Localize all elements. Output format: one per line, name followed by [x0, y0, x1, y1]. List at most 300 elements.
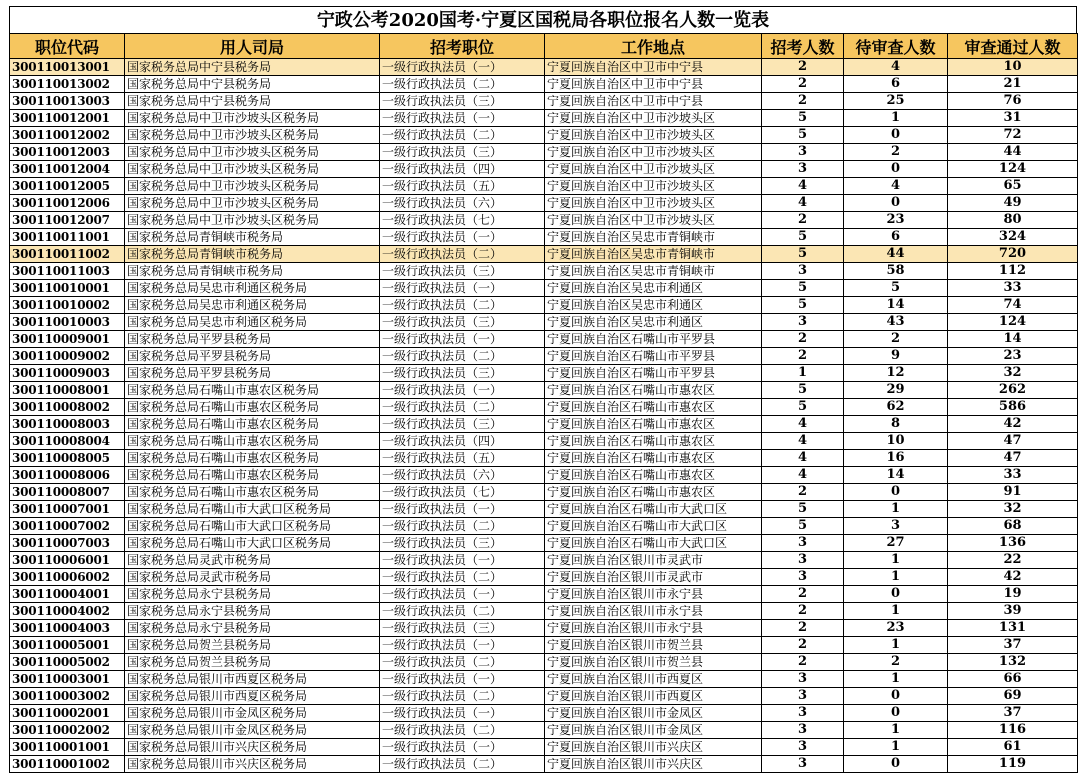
- cell-position[interactable]: 一级行政执法员（三）: [380, 93, 545, 110]
- cell-recruit[interactable]: 3: [762, 705, 844, 722]
- cell-code[interactable]: 300110010001: [10, 280, 125, 297]
- cell-code[interactable]: 300110008001: [10, 382, 125, 399]
- cell-code[interactable]: 300110013002: [10, 76, 125, 93]
- cell-location[interactable]: 宁夏回族自治区石嘴山市惠农区: [545, 382, 762, 399]
- cell-position[interactable]: 一级行政执法员（一）: [380, 705, 545, 722]
- cell-passed[interactable]: 72: [948, 127, 1078, 144]
- cell-passed[interactable]: 49: [948, 195, 1078, 212]
- cell-location[interactable]: 宁夏回族自治区银川市永宁县: [545, 603, 762, 620]
- cell-pending[interactable]: 9: [844, 348, 948, 365]
- cell-bureau[interactable]: 国家税务总局中卫市沙坡头区税务局: [125, 161, 380, 178]
- cell-code[interactable]: 300110001001: [10, 739, 125, 756]
- cell-recruit[interactable]: 2: [762, 93, 844, 110]
- cell-bureau[interactable]: 国家税务总局平罗县税务局: [125, 348, 380, 365]
- cell-recruit[interactable]: 4: [762, 195, 844, 212]
- cell-code[interactable]: 300110011002: [10, 246, 125, 263]
- cell-code[interactable]: 300110006001: [10, 552, 125, 569]
- cell-bureau[interactable]: 国家税务总局青铜峡市税务局: [125, 229, 380, 246]
- cell-bureau[interactable]: 国家税务总局青铜峡市税务局: [125, 263, 380, 280]
- cell-bureau[interactable]: 国家税务总局吴忠市利通区税务局: [125, 314, 380, 331]
- cell-code[interactable]: 300110004001: [10, 586, 125, 603]
- cell-passed[interactable]: 19: [948, 586, 1078, 603]
- cell-pending[interactable]: 6: [844, 76, 948, 93]
- cell-location[interactable]: 宁夏回族自治区中卫市沙坡头区: [545, 195, 762, 212]
- cell-bureau[interactable]: 国家税务总局贺兰县税务局: [125, 637, 380, 654]
- cell-position[interactable]: 一级行政执法员（六）: [380, 195, 545, 212]
- cell-location[interactable]: 宁夏回族自治区石嘴山市惠农区: [545, 450, 762, 467]
- cell-code[interactable]: 300110007002: [10, 518, 125, 535]
- cell-bureau[interactable]: 国家税务总局吴忠市利通区税务局: [125, 280, 380, 297]
- cell-recruit[interactable]: 3: [762, 552, 844, 569]
- cell-pending[interactable]: 1: [844, 603, 948, 620]
- cell-location[interactable]: 宁夏回族自治区石嘴山市平罗县: [545, 331, 762, 348]
- cell-pending[interactable]: 62: [844, 399, 948, 416]
- cell-recruit[interactable]: 2: [762, 331, 844, 348]
- cell-recruit[interactable]: 5: [762, 127, 844, 144]
- cell-bureau[interactable]: 国家税务总局石嘴山市惠农区税务局: [125, 416, 380, 433]
- cell-passed[interactable]: 80: [948, 212, 1078, 229]
- cell-position[interactable]: 一级行政执法员（一）: [380, 110, 545, 127]
- cell-passed[interactable]: 112: [948, 263, 1078, 280]
- cell-recruit[interactable]: 2: [762, 654, 844, 671]
- cell-bureau[interactable]: 国家税务总局银川市西夏区税务局: [125, 671, 380, 688]
- cell-bureau[interactable]: 国家税务总局中卫市沙坡头区税务局: [125, 212, 380, 229]
- cell-recruit[interactable]: 2: [762, 586, 844, 603]
- cell-code[interactable]: 300110012005: [10, 178, 125, 195]
- cell-bureau[interactable]: 国家税务总局贺兰县税务局: [125, 654, 380, 671]
- cell-bureau[interactable]: 国家税务总局银川市兴庆区税务局: [125, 756, 380, 773]
- cell-code[interactable]: 300110006002: [10, 569, 125, 586]
- cell-code[interactable]: 300110005002: [10, 654, 125, 671]
- cell-passed[interactable]: 136: [948, 535, 1078, 552]
- cell-passed[interactable]: 47: [948, 433, 1078, 450]
- cell-location[interactable]: 宁夏回族自治区吴忠市青铜峡市: [545, 263, 762, 280]
- cell-passed[interactable]: 124: [948, 161, 1078, 178]
- cell-bureau[interactable]: 国家税务总局石嘴山市惠农区税务局: [125, 399, 380, 416]
- cell-pending[interactable]: 0: [844, 756, 948, 773]
- cell-passed[interactable]: 74: [948, 297, 1078, 314]
- cell-location[interactable]: 宁夏回族自治区银川市贺兰县: [545, 637, 762, 654]
- cell-position[interactable]: 一级行政执法员（三）: [380, 620, 545, 637]
- cell-bureau[interactable]: 国家税务总局银川市金凤区税务局: [125, 722, 380, 739]
- cell-recruit[interactable]: 3: [762, 688, 844, 705]
- cell-passed[interactable]: 10: [948, 59, 1078, 76]
- cell-position[interactable]: 一级行政执法员（三）: [380, 535, 545, 552]
- cell-bureau[interactable]: 国家税务总局中卫市沙坡头区税务局: [125, 178, 380, 195]
- header-position[interactable]: 招考职位: [380, 34, 545, 59]
- cell-recruit[interactable]: 4: [762, 416, 844, 433]
- cell-bureau[interactable]: 国家税务总局灵武市税务局: [125, 569, 380, 586]
- cell-code[interactable]: 300110013001: [10, 59, 125, 76]
- cell-code[interactable]: 300110008004: [10, 433, 125, 450]
- cell-position[interactable]: 一级行政执法员（一）: [380, 586, 545, 603]
- cell-position[interactable]: 一级行政执法员（六）: [380, 467, 545, 484]
- cell-passed[interactable]: 586: [948, 399, 1078, 416]
- cell-location[interactable]: 宁夏回族自治区吴忠市青铜峡市: [545, 246, 762, 263]
- cell-bureau[interactable]: 国家税务总局石嘴山市惠农区税务局: [125, 382, 380, 399]
- cell-code[interactable]: 300110003001: [10, 671, 125, 688]
- cell-location[interactable]: 宁夏回族自治区吴忠市利通区: [545, 314, 762, 331]
- cell-code[interactable]: 300110012003: [10, 144, 125, 161]
- cell-code[interactable]: 300110010002: [10, 297, 125, 314]
- cell-recruit[interactable]: 2: [762, 59, 844, 76]
- cell-passed[interactable]: 116: [948, 722, 1078, 739]
- cell-position[interactable]: 一级行政执法员（一）: [380, 59, 545, 76]
- cell-code[interactable]: 300110009003: [10, 365, 125, 382]
- cell-location[interactable]: 宁夏回族自治区石嘴山市惠农区: [545, 399, 762, 416]
- cell-recruit[interactable]: 4: [762, 450, 844, 467]
- cell-code[interactable]: 300110012007: [10, 212, 125, 229]
- cell-location[interactable]: 宁夏回族自治区中卫市沙坡头区: [545, 144, 762, 161]
- cell-location[interactable]: 宁夏回族自治区石嘴山市大武口区: [545, 535, 762, 552]
- cell-recruit[interactable]: 3: [762, 535, 844, 552]
- cell-code[interactable]: 300110004002: [10, 603, 125, 620]
- cell-recruit[interactable]: 3: [762, 161, 844, 178]
- cell-recruit[interactable]: 5: [762, 229, 844, 246]
- cell-location[interactable]: 宁夏回族自治区吴忠市利通区: [545, 297, 762, 314]
- cell-code[interactable]: 300110008005: [10, 450, 125, 467]
- cell-location[interactable]: 宁夏回族自治区石嘴山市惠农区: [545, 433, 762, 450]
- cell-code[interactable]: 300110002002: [10, 722, 125, 739]
- cell-position[interactable]: 一级行政执法员（三）: [380, 314, 545, 331]
- cell-position[interactable]: 一级行政执法员（三）: [380, 144, 545, 161]
- cell-code[interactable]: 300110007003: [10, 535, 125, 552]
- cell-code[interactable]: 300110012001: [10, 110, 125, 127]
- cell-pending[interactable]: 25: [844, 93, 948, 110]
- cell-passed[interactable]: 132: [948, 654, 1078, 671]
- cell-pending[interactable]: 0: [844, 586, 948, 603]
- cell-passed[interactable]: 47: [948, 450, 1078, 467]
- cell-pending[interactable]: 2: [844, 331, 948, 348]
- cell-pending[interactable]: 44: [844, 246, 948, 263]
- cell-passed[interactable]: 42: [948, 569, 1078, 586]
- cell-pending[interactable]: 0: [844, 161, 948, 178]
- cell-location[interactable]: 宁夏回族自治区石嘴山市惠农区: [545, 416, 762, 433]
- cell-pending[interactable]: 27: [844, 535, 948, 552]
- cell-recruit[interactable]: 5: [762, 501, 844, 518]
- cell-location[interactable]: 宁夏回族自治区银川市兴庆区: [545, 739, 762, 756]
- cell-recruit[interactable]: 5: [762, 110, 844, 127]
- header-location[interactable]: 工作地点: [545, 34, 762, 59]
- cell-position[interactable]: 一级行政执法员（二）: [380, 76, 545, 93]
- cell-passed[interactable]: 31: [948, 110, 1078, 127]
- cell-pending[interactable]: 14: [844, 467, 948, 484]
- cell-pending[interactable]: 1: [844, 110, 948, 127]
- cell-passed[interactable]: 720: [948, 246, 1078, 263]
- cell-passed[interactable]: 262: [948, 382, 1078, 399]
- cell-location[interactable]: 宁夏回族自治区中卫市沙坡头区: [545, 127, 762, 144]
- cell-bureau[interactable]: 国家税务总局灵武市税务局: [125, 552, 380, 569]
- cell-code[interactable]: 300110004003: [10, 620, 125, 637]
- cell-location[interactable]: 宁夏回族自治区银川市西夏区: [545, 671, 762, 688]
- cell-recruit[interactable]: 2: [762, 348, 844, 365]
- cell-position[interactable]: 一级行政执法员（一）: [380, 229, 545, 246]
- cell-pending[interactable]: 29: [844, 382, 948, 399]
- cell-position[interactable]: 一级行政执法员（二）: [380, 518, 545, 535]
- cell-position[interactable]: 一级行政执法员（一）: [380, 501, 545, 518]
- cell-pending[interactable]: 1: [844, 671, 948, 688]
- cell-code[interactable]: 300110007001: [10, 501, 125, 518]
- cell-recruit[interactable]: 5: [762, 280, 844, 297]
- cell-code[interactable]: 300110012002: [10, 127, 125, 144]
- cell-passed[interactable]: 124: [948, 314, 1078, 331]
- cell-recruit[interactable]: 5: [762, 399, 844, 416]
- cell-bureau[interactable]: 国家税务总局永宁县税务局: [125, 603, 380, 620]
- cell-position[interactable]: 一级行政执法员（一）: [380, 280, 545, 297]
- cell-bureau[interactable]: 国家税务总局中宁县税务局: [125, 76, 380, 93]
- cell-position[interactable]: 一级行政执法员（二）: [380, 756, 545, 773]
- header-code[interactable]: 职位代码: [10, 34, 125, 59]
- cell-code[interactable]: 300110005001: [10, 637, 125, 654]
- cell-passed[interactable]: 37: [948, 705, 1078, 722]
- cell-bureau[interactable]: 国家税务总局银川市西夏区税务局: [125, 688, 380, 705]
- cell-recruit[interactable]: 2: [762, 637, 844, 654]
- cell-location[interactable]: 宁夏回族自治区银川市兴庆区: [545, 756, 762, 773]
- cell-recruit[interactable]: 5: [762, 382, 844, 399]
- cell-recruit[interactable]: 2: [762, 76, 844, 93]
- cell-pending[interactable]: 6: [844, 229, 948, 246]
- cell-recruit[interactable]: 5: [762, 297, 844, 314]
- cell-position[interactable]: 一级行政执法员（二）: [380, 399, 545, 416]
- cell-passed[interactable]: 44: [948, 144, 1078, 161]
- cell-position[interactable]: 一级行政执法员（二）: [380, 654, 545, 671]
- cell-code[interactable]: 300110009002: [10, 348, 125, 365]
- cell-location[interactable]: 宁夏回族自治区银川市金凤区: [545, 722, 762, 739]
- cell-passed[interactable]: 39: [948, 603, 1078, 620]
- cell-pending[interactable]: 23: [844, 212, 948, 229]
- cell-location[interactable]: 宁夏回族自治区中卫市中宁县: [545, 93, 762, 110]
- cell-position[interactable]: 一级行政执法员（二）: [380, 246, 545, 263]
- cell-position[interactable]: 一级行政执法员（四）: [380, 433, 545, 450]
- cell-passed[interactable]: 22: [948, 552, 1078, 569]
- cell-location[interactable]: 宁夏回族自治区银川市西夏区: [545, 688, 762, 705]
- cell-pending[interactable]: 4: [844, 59, 948, 76]
- cell-location[interactable]: 宁夏回族自治区吴忠市利通区: [545, 280, 762, 297]
- cell-passed[interactable]: 21: [948, 76, 1078, 93]
- cell-recruit[interactable]: 4: [762, 178, 844, 195]
- cell-recruit[interactable]: 4: [762, 467, 844, 484]
- cell-position[interactable]: 一级行政执法员（四）: [380, 161, 545, 178]
- cell-location[interactable]: 宁夏回族自治区石嘴山市大武口区: [545, 518, 762, 535]
- cell-recruit[interactable]: 2: [762, 603, 844, 620]
- cell-position[interactable]: 一级行政执法员（二）: [380, 603, 545, 620]
- cell-code[interactable]: 300110003002: [10, 688, 125, 705]
- cell-pending[interactable]: 58: [844, 263, 948, 280]
- cell-location[interactable]: 宁夏回族自治区中卫市沙坡头区: [545, 178, 762, 195]
- cell-position[interactable]: 一级行政执法员（二）: [380, 297, 545, 314]
- cell-position[interactable]: 一级行政执法员（二）: [380, 722, 545, 739]
- cell-location[interactable]: 宁夏回族自治区中卫市沙坡头区: [545, 161, 762, 178]
- cell-passed[interactable]: 68: [948, 518, 1078, 535]
- cell-position[interactable]: 一级行政执法员（一）: [380, 739, 545, 756]
- cell-position[interactable]: 一级行政执法员（三）: [380, 416, 545, 433]
- cell-location[interactable]: 宁夏回族自治区银川市永宁县: [545, 620, 762, 637]
- cell-recruit[interactable]: 1: [762, 365, 844, 382]
- cell-bureau[interactable]: 国家税务总局石嘴山市惠农区税务局: [125, 433, 380, 450]
- cell-recruit[interactable]: 5: [762, 518, 844, 535]
- cell-position[interactable]: 一级行政执法员（七）: [380, 212, 545, 229]
- cell-recruit[interactable]: 3: [762, 739, 844, 756]
- cell-passed[interactable]: 14: [948, 331, 1078, 348]
- cell-passed[interactable]: 23: [948, 348, 1078, 365]
- cell-code[interactable]: 300110008007: [10, 484, 125, 501]
- cell-passed[interactable]: 32: [948, 365, 1078, 382]
- cell-code[interactable]: 300110009001: [10, 331, 125, 348]
- cell-bureau[interactable]: 国家税务总局银川市兴庆区税务局: [125, 739, 380, 756]
- cell-recruit[interactable]: 3: [762, 756, 844, 773]
- header-passed[interactable]: 审查通过人数: [948, 34, 1078, 59]
- cell-position[interactable]: 一级行政执法员（一）: [380, 671, 545, 688]
- cell-location[interactable]: 宁夏回族自治区石嘴山市惠农区: [545, 484, 762, 501]
- cell-pending[interactable]: 2: [844, 144, 948, 161]
- cell-code[interactable]: 300110008002: [10, 399, 125, 416]
- cell-location[interactable]: 宁夏回族自治区银川市永宁县: [545, 586, 762, 603]
- cell-bureau[interactable]: 国家税务总局银川市金凤区税务局: [125, 705, 380, 722]
- cell-passed[interactable]: 66: [948, 671, 1078, 688]
- cell-pending[interactable]: 0: [844, 195, 948, 212]
- cell-recruit[interactable]: 2: [762, 484, 844, 501]
- cell-location[interactable]: 宁夏回族自治区银川市贺兰县: [545, 654, 762, 671]
- cell-bureau[interactable]: 国家税务总局石嘴山市大武口区税务局: [125, 501, 380, 518]
- cell-code[interactable]: 300110011001: [10, 229, 125, 246]
- cell-pending[interactable]: 1: [844, 501, 948, 518]
- cell-bureau[interactable]: 国家税务总局石嘴山市大武口区税务局: [125, 535, 380, 552]
- cell-location[interactable]: 宁夏回族自治区石嘴山市惠农区: [545, 467, 762, 484]
- cell-pending[interactable]: 43: [844, 314, 948, 331]
- cell-pending[interactable]: 3: [844, 518, 948, 535]
- cell-pending[interactable]: 23: [844, 620, 948, 637]
- cell-recruit[interactable]: 3: [762, 722, 844, 739]
- cell-passed[interactable]: 324: [948, 229, 1078, 246]
- cell-pending[interactable]: 1: [844, 569, 948, 586]
- cell-position[interactable]: 一级行政执法员（一）: [380, 382, 545, 399]
- cell-passed[interactable]: 65: [948, 178, 1078, 195]
- cell-code[interactable]: 300110011003: [10, 263, 125, 280]
- cell-pending[interactable]: 0: [844, 484, 948, 501]
- cell-bureau[interactable]: 国家税务总局青铜峡市税务局: [125, 246, 380, 263]
- cell-bureau[interactable]: 国家税务总局中卫市沙坡头区税务局: [125, 195, 380, 212]
- cell-pending[interactable]: 16: [844, 450, 948, 467]
- header-pending[interactable]: 待审查人数: [844, 34, 948, 59]
- cell-pending[interactable]: 0: [844, 688, 948, 705]
- cell-pending[interactable]: 1: [844, 552, 948, 569]
- cell-recruit[interactable]: 5: [762, 246, 844, 263]
- cell-code[interactable]: 300110012006: [10, 195, 125, 212]
- cell-bureau[interactable]: 国家税务总局石嘴山市惠农区税务局: [125, 450, 380, 467]
- cell-position[interactable]: 一级行政执法员（二）: [380, 127, 545, 144]
- cell-recruit[interactable]: 2: [762, 620, 844, 637]
- cell-bureau[interactable]: 国家税务总局中宁县税务局: [125, 59, 380, 76]
- cell-passed[interactable]: 76: [948, 93, 1078, 110]
- cell-position[interactable]: 一级行政执法员（七）: [380, 484, 545, 501]
- cell-bureau[interactable]: 国家税务总局中卫市沙坡头区税务局: [125, 110, 380, 127]
- cell-passed[interactable]: 61: [948, 739, 1078, 756]
- cell-code[interactable]: 300110008006: [10, 467, 125, 484]
- cell-bureau[interactable]: 国家税务总局中宁县税务局: [125, 93, 380, 110]
- cell-location[interactable]: 宁夏回族自治区中卫市沙坡头区: [545, 110, 762, 127]
- cell-location[interactable]: 宁夏回族自治区石嘴山市平罗县: [545, 348, 762, 365]
- cell-location[interactable]: 宁夏回族自治区银川市金凤区: [545, 705, 762, 722]
- cell-location[interactable]: 宁夏回族自治区中卫市中宁县: [545, 76, 762, 93]
- cell-recruit[interactable]: 3: [762, 144, 844, 161]
- cell-pending[interactable]: 2: [844, 654, 948, 671]
- header-bureau[interactable]: 用人司局: [125, 34, 380, 59]
- cell-recruit[interactable]: 2: [762, 212, 844, 229]
- cell-recruit[interactable]: 4: [762, 433, 844, 450]
- cell-location[interactable]: 宁夏回族自治区石嘴山市平罗县: [545, 365, 762, 382]
- cell-location[interactable]: 宁夏回族自治区石嘴山市大武口区: [545, 501, 762, 518]
- cell-position[interactable]: 一级行政执法员（五）: [380, 450, 545, 467]
- cell-location[interactable]: 宁夏回族自治区吴忠市青铜峡市: [545, 229, 762, 246]
- cell-position[interactable]: 一级行政执法员（一）: [380, 637, 545, 654]
- cell-code[interactable]: 300110013003: [10, 93, 125, 110]
- cell-pending[interactable]: 8: [844, 416, 948, 433]
- cell-code[interactable]: 300110010003: [10, 314, 125, 331]
- cell-location[interactable]: 宁夏回族自治区中卫市沙坡头区: [545, 212, 762, 229]
- cell-pending[interactable]: 14: [844, 297, 948, 314]
- cell-recruit[interactable]: 3: [762, 671, 844, 688]
- header-recruit[interactable]: 招考人数: [762, 34, 844, 59]
- cell-bureau[interactable]: 国家税务总局石嘴山市大武口区税务局: [125, 518, 380, 535]
- cell-position[interactable]: 一级行政执法员（二）: [380, 688, 545, 705]
- cell-bureau[interactable]: 国家税务总局石嘴山市惠农区税务局: [125, 484, 380, 501]
- cell-position[interactable]: 一级行政执法员（一）: [380, 552, 545, 569]
- cell-position[interactable]: 一级行政执法员（五）: [380, 178, 545, 195]
- cell-bureau[interactable]: 国家税务总局中卫市沙坡头区税务局: [125, 144, 380, 161]
- cell-passed[interactable]: 33: [948, 467, 1078, 484]
- cell-bureau[interactable]: 国家税务总局永宁县税务局: [125, 586, 380, 603]
- cell-code[interactable]: 300110002001: [10, 705, 125, 722]
- cell-recruit[interactable]: 3: [762, 263, 844, 280]
- cell-passed[interactable]: 119: [948, 756, 1078, 773]
- cell-bureau[interactable]: 国家税务总局中卫市沙坡头区税务局: [125, 127, 380, 144]
- cell-bureau[interactable]: 国家税务总局平罗县税务局: [125, 365, 380, 382]
- cell-bureau[interactable]: 国家税务总局石嘴山市惠农区税务局: [125, 467, 380, 484]
- cell-bureau[interactable]: 国家税务总局吴忠市利通区税务局: [125, 297, 380, 314]
- cell-recruit[interactable]: 3: [762, 569, 844, 586]
- cell-passed[interactable]: 42: [948, 416, 1078, 433]
- cell-pending[interactable]: 0: [844, 127, 948, 144]
- cell-bureau[interactable]: 国家税务总局永宁县税务局: [125, 620, 380, 637]
- cell-pending[interactable]: 0: [844, 705, 948, 722]
- cell-pending[interactable]: 4: [844, 178, 948, 195]
- cell-passed[interactable]: 32: [948, 501, 1078, 518]
- cell-location[interactable]: 宁夏回族自治区银川市灵武市: [545, 569, 762, 586]
- cell-position[interactable]: 一级行政执法员（一）: [380, 331, 545, 348]
- cell-bureau[interactable]: 国家税务总局平罗县税务局: [125, 331, 380, 348]
- cell-location[interactable]: 宁夏回族自治区银川市灵武市: [545, 552, 762, 569]
- cell-recruit[interactable]: 3: [762, 314, 844, 331]
- cell-pending[interactable]: 1: [844, 637, 948, 654]
- cell-pending[interactable]: 10: [844, 433, 948, 450]
- cell-code[interactable]: 300110001002: [10, 756, 125, 773]
- cell-pending[interactable]: 1: [844, 739, 948, 756]
- cell-position[interactable]: 一级行政执法员（二）: [380, 348, 545, 365]
- cell-passed[interactable]: 37: [948, 637, 1078, 654]
- cell-pending[interactable]: 5: [844, 280, 948, 297]
- cell-pending[interactable]: 1: [844, 722, 948, 739]
- cell-passed[interactable]: 131: [948, 620, 1078, 637]
- cell-passed[interactable]: 69: [948, 688, 1078, 705]
- cell-passed[interactable]: 91: [948, 484, 1078, 501]
- cell-position[interactable]: 一级行政执法员（三）: [380, 365, 545, 382]
- cell-passed[interactable]: 33: [948, 280, 1078, 297]
- cell-code[interactable]: 300110008003: [10, 416, 125, 433]
- cell-code[interactable]: 300110012004: [10, 161, 125, 178]
- cell-position[interactable]: 一级行政执法员（三）: [380, 263, 545, 280]
- cell-location[interactable]: 宁夏回族自治区中卫市中宁县: [545, 59, 762, 76]
- cell-position[interactable]: 一级行政执法员（二）: [380, 569, 545, 586]
